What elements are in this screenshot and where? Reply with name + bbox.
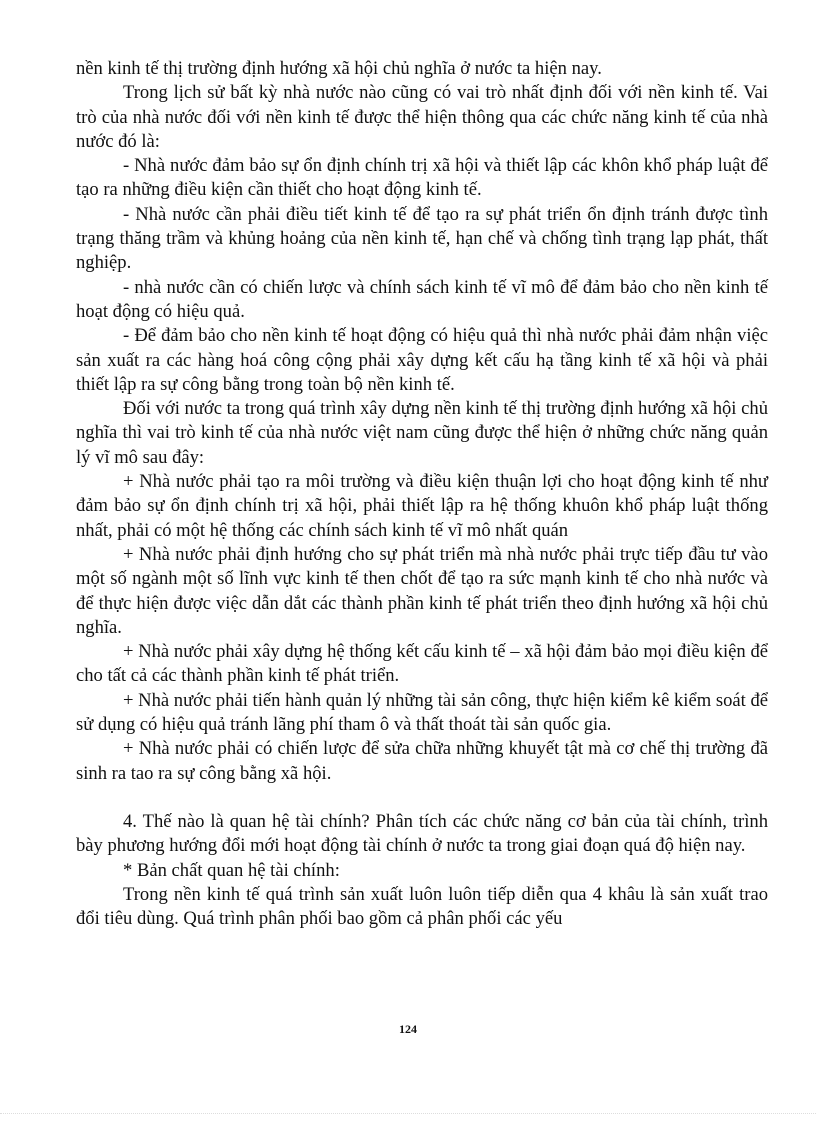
paragraph-plus-infrastructure: + Nhà nước phải xây dựng hệ thống kết cấu kinh tế – xã hội đảm bảo mọi điều kiện để cho tất cả các thành phần kinh tế phát triển. [76, 641, 768, 687]
paragraph-bullet-public-goods: - Để đảm bảo cho nền kinh tế hoạt động có hiệu quả thì nhà nước phải đảm nhận việc sản xuất ra các hàng hoá công cộng phải xây dựng kết cấu hạ tầng kinh tế xã hội và phải thiết lập ra sự công bằng trong toàn bộ nền kinh tế. [76, 325, 768, 395]
paragraph-bullet-macro-strategy: - nhà nước cần có chiến lược và chính sách kinh tế vĩ mô để đảm bảo cho nền kinh tế hoạt động có hiệu quả. [76, 276, 768, 322]
page-number: 124 [399, 1022, 417, 1036]
paragraph-bullet-economic-regulation: - Nhà nước cần phải điều tiết kinh tế để tạo ra sự phát triển ổn định tránh được tình trạng thăng trầm và khủng hoảng của nền kinh tế, hạn chế và chống tình trạng lạp phát, thất nghiệp. [76, 203, 768, 274]
paragraph-state-role-intro: Trong lịch sử bất kỳ nhà nước nào cũng có vai trò nhất định đối với nền kinh tế. Vai trò của nhà nước đối với nền kinh tế được thể hiện thông qua các chức năng kinh tế của nhà nước đó là: [76, 82, 768, 152]
paragraph-plus-environment: + Nhà nước phải tạo ra môi trường và điều kiện thuận lợi cho hoạt động kinh tế như đảm bảo sự ổn định chính trị xã hội, phải thiết lập ra hệ thống khuôn khổ pháp luật thống nhất, phải có một hệ thống các chính sách kinh tế vĩ mô nhất quán [76, 471, 768, 541]
paragraph-continuation: nền kinh tế thị trường định hướng xã hội chủ nghĩa ở nước ta hiện nay. [76, 58, 602, 79]
page-bottom-divider [0, 1113, 816, 1114]
section-subheading: * Bản chất quan hệ tài chính: [123, 859, 340, 881]
paragraph-production-process: Trong nền kinh tế quá trình sản xuất luôn luôn tiếp diễn qua 4 khâu là sản xuất trao đổi tiêu dùng. Quá trình phân phối bao gồm cả phân phối các yếu [76, 883, 768, 930]
body-text [76, 57, 768, 931]
paragraph-vietnam-role: Đối với nước ta trong quá trình xây dựng nền kinh tế thị trường định hướng xã hội chủ nghĩa thì vai trò kinh tế của nhà nước việt nam cũng được thể hiện ở những chức năng quản lý vĩ mô sau đây: [76, 398, 768, 468]
paragraph-gap [76, 786, 768, 810]
paragraph-plus-orientation: + Nhà nước phải định hướng cho sự phát triển mà nhà nước phải trực tiếp đầu tư vào một số ngành một số lĩnh vực kinh tế then chốt để tạo ra sức mạnh kinh tế cho nhà nước và để thực hiện được việc dẫn dắt các thành phần kinh tế phát triển theo định hướng xã hội chủ nghĩa. [76, 543, 768, 638]
paragraph-plus-public-assets: + Nhà nước phải tiến hành quản lý những tài sản công, thực hiện kiểm kê kiểm soát để sử dụng có hiệu quả tránh lãng phí tham ô và thất thoát tài sản quốc gia. [76, 689, 768, 736]
paragraph-bullet-political-stability: - Nhà nước đảm bảo sự ổn định chính trị xã hội và thiết lập các khôn khổ pháp luật để tạo ra những điều kiện cần thiết cho hoạt động kinh tế. [76, 155, 768, 201]
paragraph-plus-market-defects: + Nhà nước phải có chiến lược để sửa chữa những khuyết tật mà cơ chế thị trường đã sinh ra tao ra sự công bằng xã hội. [76, 738, 768, 784]
question-heading: 4. Thế nào là quan hệ tài chính? Phân tích các chức năng cơ bản của tài chính, trình bày phương hướng đổi mới hoạt động tài chính ở nước ta trong giai đoạn quá độ hiện nay. [76, 810, 768, 857]
